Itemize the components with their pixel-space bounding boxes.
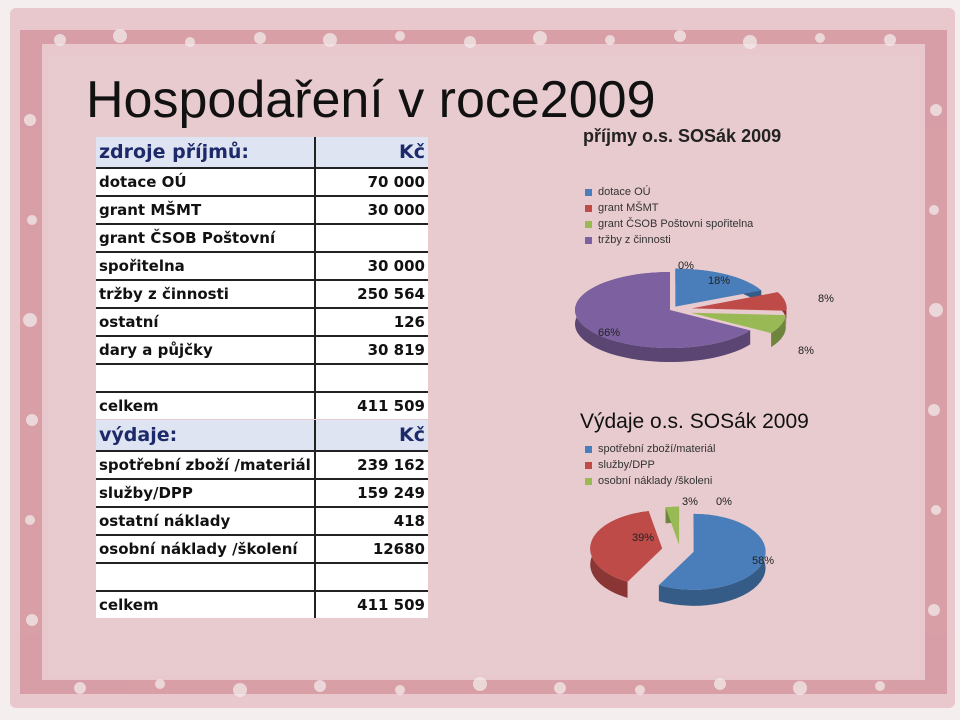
row-value: 239 162 <box>315 451 428 479</box>
legend-label: grant MŠMT <box>598 202 659 214</box>
row-label: výdaje: <box>96 420 315 451</box>
row-value: 30 000 <box>315 252 428 280</box>
pie-data-label: 8% <box>818 293 834 305</box>
table-total-row <box>96 392 428 419</box>
legend-item <box>585 441 715 457</box>
row-label: ostatní <box>96 308 315 336</box>
income-chart-legend <box>585 184 753 248</box>
legend-item <box>585 200 753 216</box>
row-label: ostatní náklady <box>96 507 315 535</box>
table-row <box>96 168 428 196</box>
legend-item <box>585 184 753 200</box>
income-pie-chart <box>560 250 860 390</box>
row-value: 30 819 <box>315 336 428 364</box>
table-row <box>96 196 428 224</box>
table-row <box>96 336 428 364</box>
pie-data-label: 58% <box>752 555 775 567</box>
legend-label: služby/DPP <box>598 459 655 471</box>
legend-item <box>585 473 715 489</box>
row-label: celkem <box>96 392 315 419</box>
table-row <box>96 479 428 507</box>
legend-swatch <box>585 189 592 196</box>
row-label: služby/DPP <box>96 479 315 507</box>
row-value: 159 249 <box>315 479 428 507</box>
row-label <box>96 563 315 591</box>
pie-data-label: 0% <box>716 496 732 508</box>
row-value <box>315 563 428 591</box>
legend-label: dotace OÚ <box>598 186 651 198</box>
expense-table <box>96 420 428 618</box>
row-value <box>315 224 428 252</box>
row-value: Kč <box>315 137 428 168</box>
expense-pie-chart <box>580 490 840 620</box>
row-label: celkem <box>96 591 315 618</box>
legend-item <box>585 216 753 232</box>
row-label: grant ČSOB Poštovní <box>96 224 315 252</box>
row-label: spotřební zboží /materiál <box>96 451 315 479</box>
legend-swatch <box>585 205 592 212</box>
row-label: dotace OÚ <box>96 168 315 196</box>
income-chart-title: příjmy o.s. SOSák 2009 <box>583 126 782 146</box>
table-row-empty <box>96 563 428 591</box>
table-row <box>96 535 428 563</box>
legend-item <box>585 457 715 473</box>
row-value: 411 509 <box>357 397 425 415</box>
legend-item <box>585 232 753 248</box>
row-value: 250 564 <box>315 280 428 308</box>
table-row <box>96 280 428 308</box>
legend-swatch <box>585 237 592 244</box>
legend-label: grant ČSOB Poštovni spořitelna <box>598 218 754 230</box>
pie-slice <box>666 507 679 545</box>
row-value: 418 <box>315 507 428 535</box>
pie-data-label: 0% <box>678 260 694 272</box>
table-total-row <box>96 591 428 618</box>
row-label: osobní náklady /školení <box>96 535 315 563</box>
table-row <box>96 224 428 252</box>
row-label: spořitelna <box>96 252 315 280</box>
legend-label: tržby z činnosti <box>598 234 671 246</box>
row-value: Kč <box>315 420 428 451</box>
table-row <box>96 308 428 336</box>
pie-data-label: 3% <box>682 496 698 508</box>
pie-data-label: 8% <box>798 345 814 357</box>
expense-chart-legend <box>585 441 715 489</box>
table-header <box>96 137 428 168</box>
pie-data-label: 18% <box>708 275 731 287</box>
table-row <box>96 252 428 280</box>
row-label: dary a půjčky <box>96 336 315 364</box>
income-table <box>96 137 428 419</box>
table-row <box>96 507 428 535</box>
pie-data-label: 66% <box>598 327 621 339</box>
row-label: grant MŠMT <box>96 196 315 224</box>
table-row-empty <box>96 364 428 392</box>
row-value <box>315 364 428 392</box>
row-value: 70 000 <box>315 168 428 196</box>
pie-data-label: 39% <box>632 532 655 544</box>
table-row <box>96 451 428 479</box>
row-value: 30 000 <box>315 196 428 224</box>
expense-chart-title: Výdaje o.s. SOSák 2009 <box>580 410 809 433</box>
legend-swatch <box>585 221 592 228</box>
legend-label: spotřební zboží/materiál <box>598 443 716 455</box>
row-label: zdroje příjmů: <box>96 137 315 168</box>
page-title: Hospodaření v roce2009 <box>86 71 656 129</box>
legend-swatch <box>585 462 592 469</box>
row-value: 126 <box>315 308 428 336</box>
table-header <box>96 420 428 451</box>
row-value: 12680 <box>315 535 428 563</box>
row-label: tržby z činnosti <box>96 280 315 308</box>
row-value: 411 509 <box>357 596 425 614</box>
legend-swatch <box>585 478 592 485</box>
legend-swatch <box>585 446 592 453</box>
legend-label: osobní náklady /školeni <box>598 475 713 487</box>
row-label <box>96 364 315 392</box>
